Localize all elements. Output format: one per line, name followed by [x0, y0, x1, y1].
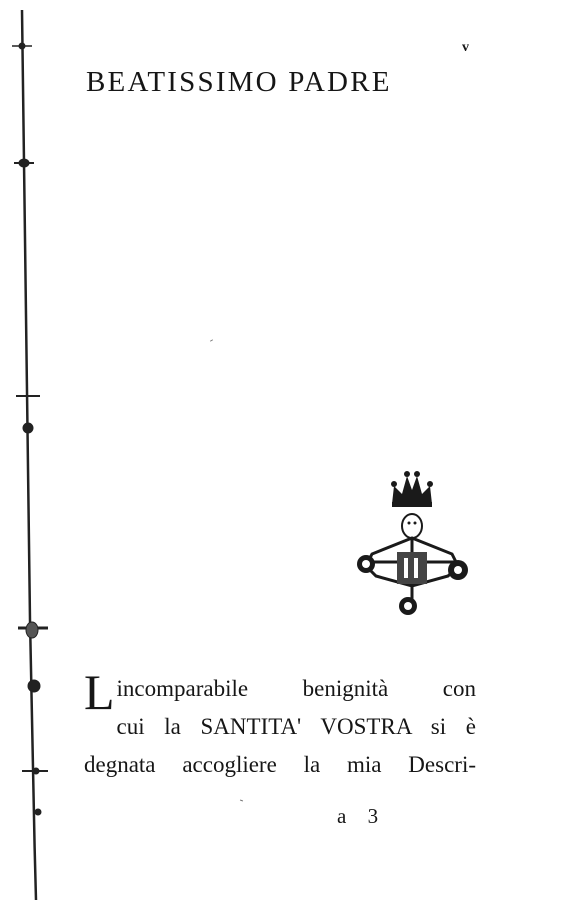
body-line-1-text: incomparabile benignità con: [116, 676, 476, 701]
page-heading: BEATISSIMO PADRE: [86, 66, 392, 98]
coronet-crest-icon: [352, 466, 472, 624]
corner-mark: v: [462, 40, 469, 55]
ink-speck: [210, 339, 213, 341]
binding-edge: [0, 0, 60, 900]
ink-speck: [240, 800, 243, 802]
body-line-1: [84, 664, 476, 720]
drop-capital: L: [84, 664, 115, 720]
body-line-3: degnata accogliere la mia Descri-: [84, 752, 476, 777]
body-text: [84, 664, 476, 784]
body-line-2: cui la SANTITA' VOSTRA si è: [116, 714, 476, 739]
signature-mark: a 3: [337, 804, 387, 828]
